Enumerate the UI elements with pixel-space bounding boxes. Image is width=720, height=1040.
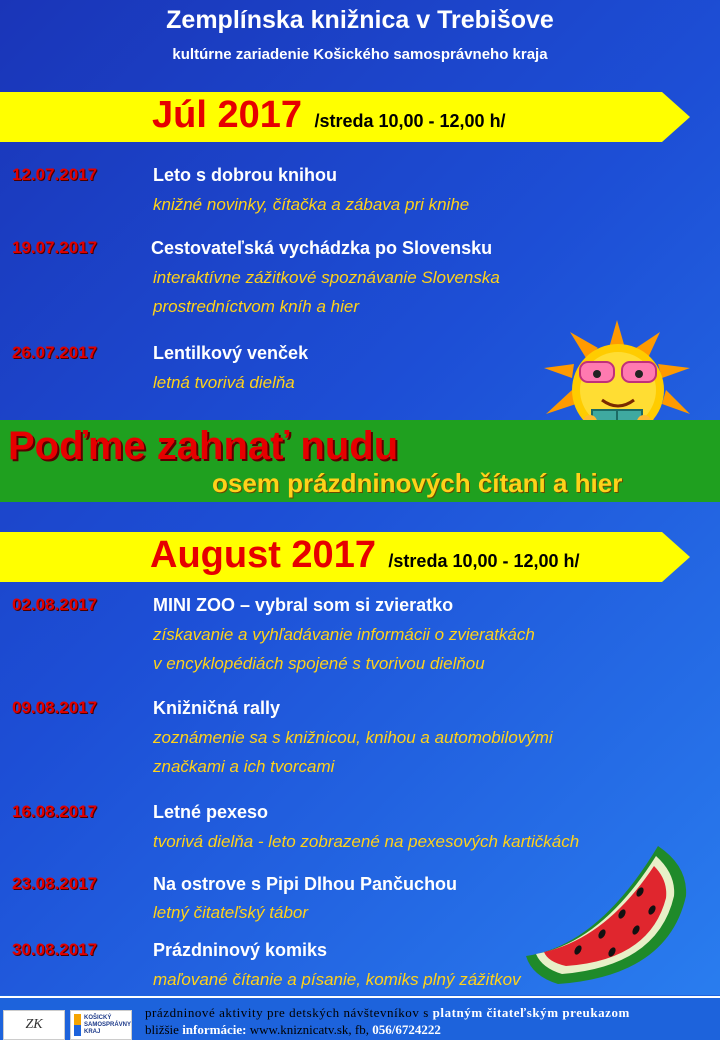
event-date: 09.08.2017 [12, 698, 98, 717]
event-title: Cestovateľská vychádzka po Slovensku [151, 238, 493, 258]
page-subtitle: kultúrne zariadenie Košického samosprávneho kraja [172, 46, 548, 63]
event-title: Leto s dobrou knihou [153, 165, 337, 185]
event-date: 23.08.2017 [12, 874, 98, 893]
july-banner-arrow [662, 92, 690, 142]
event-desc: letná tvorivá dielňa [153, 373, 295, 392]
slogan-main: Poďme zahnať nudu [8, 424, 399, 468]
event-date: 19.07.2017 [12, 238, 98, 257]
july-month: Júl 2017 [152, 94, 302, 136]
event-desc: maľované čítanie a písanie, komiks plný zážitkov [153, 970, 521, 989]
library-logo [3, 1010, 65, 1040]
event-title: Lentilkový venček [153, 343, 309, 363]
region-logo-line: SAMOSPRÁVNY [83, 1021, 131, 1028]
event-title: Knižničná rally [153, 698, 281, 718]
event-date: 12.07.2017 [12, 165, 98, 184]
footer-contact[interactable]: www.kniznicatv.sk, fb, [249, 1022, 369, 1037]
august-hours: /streda 10,00 - 12,00 h/ [388, 551, 580, 571]
event-title: Prázdninový komiks [153, 940, 328, 960]
event-date: 30.08.2017 [12, 940, 98, 959]
event-desc: letný čitateľský tábor [153, 903, 309, 922]
footer-text: prázdninové aktivity pre detských návštevníkov s [145, 1005, 429, 1020]
event-title: Na ostrove s Pipi Dlhou Pančuchou [153, 874, 458, 894]
footer-highlight: platným čitateľským preukazom [432, 1005, 630, 1020]
event-title: MINI ZOO – vybral som si zvieratko [153, 595, 454, 615]
footer-highlight: informácie: [182, 1022, 247, 1037]
event-date: 26.07.2017 [12, 343, 98, 362]
july-heading [152, 94, 506, 137]
footer-phone[interactable]: 056/6724222 [372, 1022, 441, 1037]
event-desc: interaktívne zážitkové spoznávanie Slovenska [153, 268, 500, 287]
event-desc: zoznámenie sa s knižnicou, knihou a automobilovými [153, 728, 553, 747]
event-title: Letné pexeso [153, 802, 269, 822]
event-desc: v encyklopédiách spojené s tvorivou dielňou [153, 654, 485, 673]
footer-note-line1 [145, 1005, 710, 1021]
event-desc: prostredníctvom kníh a hier [153, 297, 359, 316]
footer-note-line2 [145, 1022, 441, 1038]
event-date: 02.08.2017 [12, 595, 98, 614]
august-banner-arrow [662, 532, 690, 582]
region-logo-line: KOŠICKÝ [83, 1014, 112, 1021]
region-logo-text [84, 1015, 131, 1036]
event-desc: tvorivá dielňa - leto zobrazené na pexesových kartičkách [153, 832, 580, 851]
event-desc: knižné novinky, čítačka a zábava pri knihe [153, 195, 470, 214]
slogan-sub: osem prázdninových čítaní a hier [212, 468, 623, 498]
event-date: 16.08.2017 [12, 802, 98, 821]
library-logo-text: ZK [25, 1017, 43, 1032]
region-logo [70, 1010, 132, 1040]
region-logo-line: KRAJ [83, 1028, 101, 1035]
event-desc: získavanie a vyhľadávanie informácii o zvieratkách [153, 625, 535, 644]
footer-text: bližšie [145, 1022, 179, 1037]
region-logo-mark [74, 1014, 81, 1036]
july-hours: /streda 10,00 - 12,00 h/ [314, 111, 506, 131]
watermelon-icon [518, 826, 698, 991]
footer-divider [0, 996, 720, 998]
event-desc: značkami a ich tvorcami [153, 757, 335, 776]
page-title: Zemplínska knižnica v Trebišove [166, 6, 554, 34]
august-heading [150, 534, 580, 577]
august-month: August 2017 [150, 534, 376, 576]
